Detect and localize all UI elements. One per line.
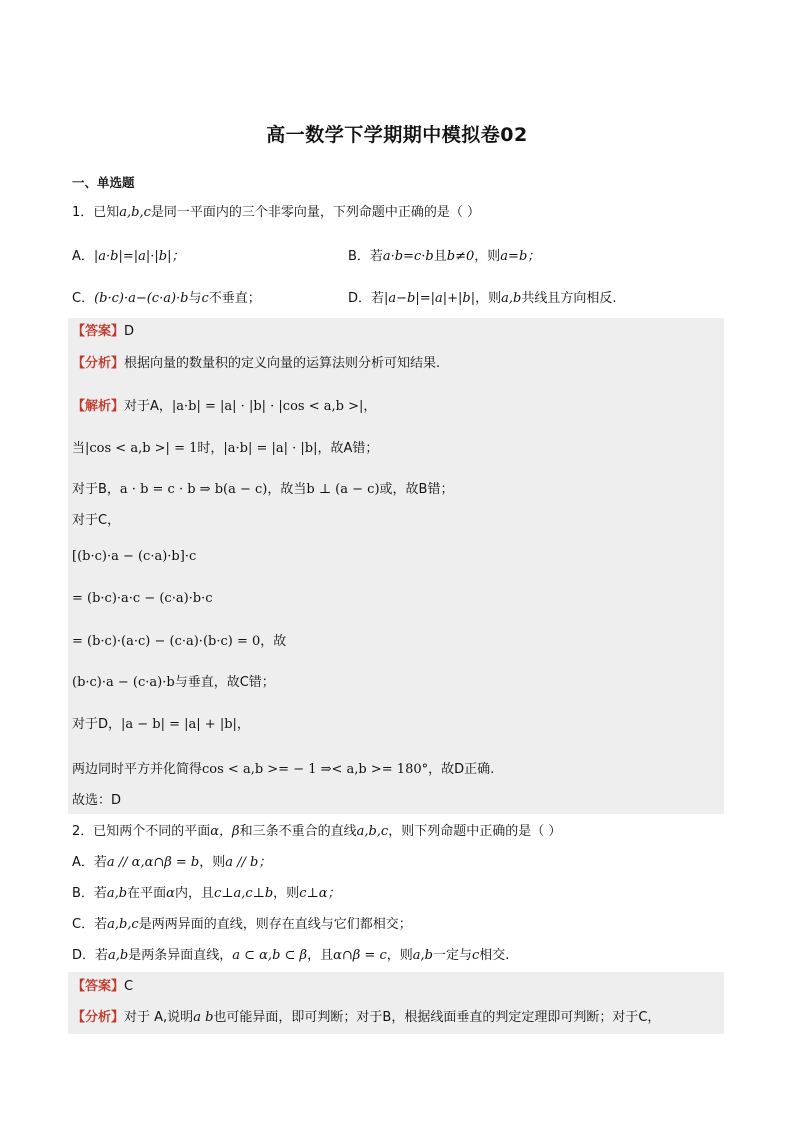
solution1-line-1: 【解析】对于A，|a·b| = |a| · |b| · |cos < a,b >|， <box>72 399 377 414</box>
q1-stem: 1．已知a,b,c是同一平面内的三个非零向量，下列命题中正确的是（ ） <box>72 205 481 220</box>
answer2-line: 【答案】C <box>72 979 134 994</box>
page-title: 高一数学下学期期中模拟卷02 <box>266 124 528 146</box>
analysis1-line: 【分析】根据向量的数量积的定义向量的运算法则分析可知结果. <box>72 356 441 371</box>
solution1-line-7: = (b·c)·(a·c) − (c·a)·(b·c) = 0，故 <box>72 634 287 649</box>
q1-vectors: a,b,c <box>119 205 151 220</box>
solution1-line-9: 对于D，|a − b| = |a| + |b|， <box>72 717 250 732</box>
section-heading: 一、单选题 <box>72 175 135 190</box>
solution1-line-5: [(b·c)·a − (c·a)·b]·c <box>72 549 197 564</box>
solution1-line-11: 故选：D <box>72 793 122 808</box>
q2-option-c: C．若a,b,c是两两异面的直线，则存在直线与它们都相交； <box>72 917 412 932</box>
solution1-line-10: 两边同时平方并化简得cos < a,b >= − 1 ⇒< a,b >= 180°，故D正确. <box>72 762 495 777</box>
analysis2-line: 【分析】对于 A,说明a b也可能异面，即可判断；对于B，根据线面垂直的判定定理即可判断；对于C， <box>72 1010 661 1025</box>
q1-option-c: C．(b·c)·a−(c·a)·b与c不垂直； <box>72 291 261 306</box>
answer1-line: 【答案】D <box>72 324 135 339</box>
q2-option-a: A．若a // α,α∩β = b，则a // b； <box>72 855 272 870</box>
solution1-line-6: = (b·c)·a·c − (c·a)·b·c <box>72 591 213 606</box>
q1-option-b: B．若a·b=c·b且b≠0，则a=b； <box>348 249 541 264</box>
q2-option-b: B．若a,b在平面α内，且c⊥a,c⊥b，则c⊥α； <box>72 886 341 901</box>
solution1-line-8: (b·c)·a − (c·a)·b与垂直，故C错； <box>72 675 275 690</box>
solution1-line-2: 当|cos < a,b >| = 1时，|a·b| = |a| · |b|，故A错； <box>72 441 379 456</box>
q2-stem: 2．已知两个不同的平面α，β和三条不重合的直线a,b,c，则下列命题中正确的是（ ） <box>72 824 562 839</box>
solution1-line-3: 对于B，a · b = c · b ⇒ b(a − c)，故当b ⊥ (a − c)或，故B错； <box>72 482 454 497</box>
q1-option-d: D．若|a−b|=|a|+|b|，则a,b共线且方向相反. <box>348 291 617 306</box>
q1-option-a: A．|a·b|=|a|·|b|； <box>72 249 185 264</box>
q2-option-d: D．若a,b是两条异面直线，a ⊂ α,b ⊂ β，且α∩β = c，则a,b一定与c相交. <box>72 948 510 963</box>
solution1-line-4: 对于C， <box>72 513 121 528</box>
